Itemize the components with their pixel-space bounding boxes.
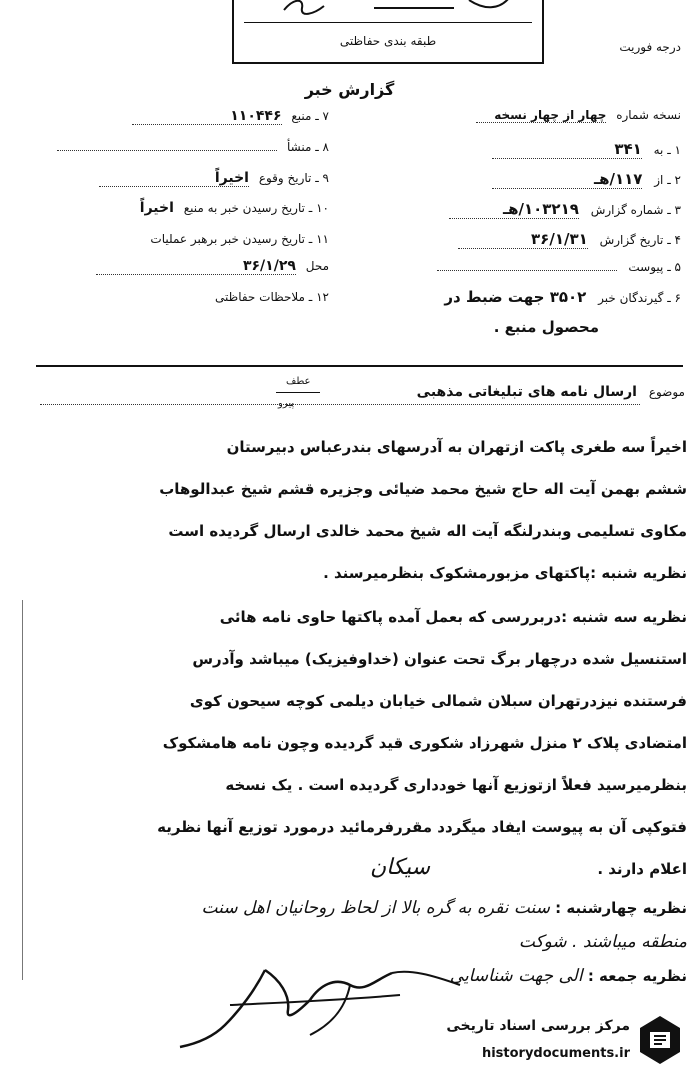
field-recipients [444,288,681,306]
field-value [437,270,617,271]
body-line: بنظرمیرسید فعلاً ازتوزیع آنها خودداری گردیده است . یک نسخه [225,776,687,794]
field-value: اخیراً [139,200,174,216]
field-label: محل [305,259,329,273]
field-value [57,150,277,151]
report-title: گزارش خبر [304,80,395,99]
field-ops-receipt-date [150,232,329,246]
body-line: مکاوی تسلیمی وبندرلنگه آیت اله شیخ محمد خالدی ارسال گردیده است [168,522,687,540]
field-location [96,258,329,275]
wednesday-text: سنت نقره به گره بالا از لحاظ روحانیان اهل سنت [201,898,550,918]
body-line: اخیراً سه طغری پاکت ازتهران به آدرسهای بندرعباس دبیرستان [226,438,687,456]
field-value: ۳۴۱ [492,140,642,159]
reference-divider [276,392,320,393]
field-label: ۳ ـ شماره گزارش [590,203,681,217]
handwritten-nickname: سیکان [370,855,431,880]
field-source-receipt-date [140,200,329,216]
field-label: ۲ ـ از [654,173,681,187]
field-value: ۳۵۰۲ جهت ضبط در [444,288,587,306]
field-value: ۱۱۰۴۴۶ [132,108,282,125]
body-line: ششم بهمن آیت اله حاج شیخ محمد ضیائی وجزیره قشم شیخ عبدالوهاب [159,480,687,498]
wednesday-text2: منطقه میباشند . شوکت [518,932,687,952]
friday-comment [450,966,687,986]
friday-text: الی جهت شناسایی [449,966,583,986]
field-value: ۱۰۳۲۱۹/هـ [449,200,579,219]
field-attachment [437,260,681,274]
field-label: ۹ ـ تاریخ وقوع [258,171,329,185]
reference-atf: عطف [286,376,311,387]
field-recipients-cont [494,318,599,336]
wednesday-comment-cont [519,932,687,952]
field-label: نسخه شماره [616,108,681,122]
classification-box [232,0,544,64]
reference-peyro: پیرو [278,398,295,409]
field-label: ۶ ـ گیرندگان خبر [598,291,681,305]
field-label: ۱۱ ـ تاریخ رسیدن خبر برهبر عملیات [150,232,329,246]
margin-mark [22,600,26,980]
field-label: ۱ ـ به [653,143,681,157]
field-copy-number [476,108,681,123]
field-from [492,170,681,189]
field-value: ۳۶/۱/۲۹ [96,258,296,275]
archive-url: historydocuments.ir [481,1046,630,1061]
classification-label: طبقه بندی حفاظتی [339,34,437,48]
subject-row [37,384,685,400]
field-report-date [458,230,681,249]
body-line: اعلام دارند . [597,860,687,878]
field-to [492,140,681,159]
subject-underline [40,404,640,405]
field-value: اخیراً [99,170,249,187]
section-divider [36,365,683,367]
field-label: ۱۲ ـ ملاحظات حفاظتی [215,290,329,304]
field-label: ۱۰ ـ تاریخ رسیدن خبر به منبع [183,201,329,215]
field-value: چهار از چهار نسخه [476,108,606,123]
wednesday-label: نظریه چهارشنبه : [555,899,687,917]
classification-stamp-scribble [254,0,514,24]
field-occurrence-date [99,170,329,187]
field-label: ۸ ـ منشأ [286,140,329,154]
archive-logo-icon [636,1014,684,1066]
body-line: فتوکپی آن به پیوست ایفاد میگردد مقررفرمائید درمورد توزیع آنها نظریه [157,818,687,836]
classification-divider [244,22,532,23]
body-line: امتضادی پلاک ۲ منزل شهرزاد شکوری قید گردیده وچون نامه هامشکوک [162,734,687,752]
archive-watermark [412,1008,692,1074]
field-label: ۵ ـ پیوست [628,260,681,274]
field-value: محصول منبع . [493,318,599,336]
friday-label: نظریه جمعه : [587,967,687,985]
subject-value: ارسال نامه های تبلیغاتی مذهبی [416,384,637,400]
field-report-number [449,200,681,219]
archive-title: مرکز بررسی اسناد تاریخی [446,1018,630,1034]
wednesday-comment [202,898,687,918]
field-source [132,108,329,125]
field-origin [57,140,329,154]
field-label: ۷ ـ منبع [291,109,329,123]
priority-label: درجه فوریت [619,40,681,54]
field-value: ۳۶/۱/۳۱ [458,230,588,249]
subject-label: موضوع [648,385,685,399]
body-line: فرستنده نیزدرتهران سبلان شمالی خیابان دیلمی کوچه سیحون کوی [189,692,687,710]
field-value: ۱۱۷/هـ [492,170,642,189]
body-line: استنسیل شده درچهار برگ تحت عنوان (خداوفیزیک) میباشد وآدرس [192,650,687,668]
body-line: نظریه سه شنبه :دربررسی که بعمل آمده پاکتها حاوی نامه هائی [219,608,687,626]
field-security-notes [215,290,329,304]
body-line: نظریه شنبه :پاکتهای مزبورمشکوک بنظرمیرسند . [323,564,687,582]
field-label: ۴ ـ تاریخ گزارش [599,233,681,247]
